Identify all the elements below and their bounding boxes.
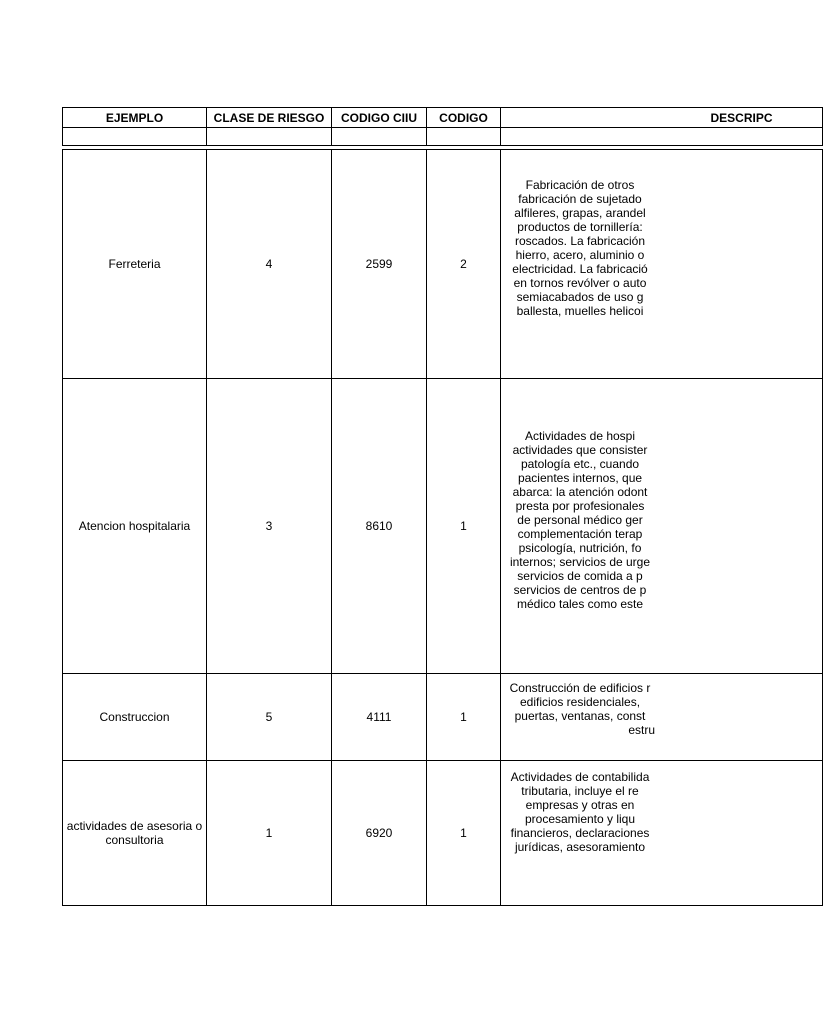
desc-line: presta por profesionales [515, 499, 645, 513]
table-row [63, 379, 823, 674]
cell-descripcion [501, 379, 823, 674]
blank-cell [63, 128, 207, 146]
cell-clase-riesgo: 5 [207, 674, 332, 761]
desc-line: tributaria, incluye el re [521, 784, 639, 798]
blank-cell [501, 128, 823, 146]
desc-line: psicología, nutrición, fo [518, 541, 642, 555]
cell-ejemplo: Construccion [63, 674, 207, 761]
cell-descripcion [501, 674, 823, 761]
desc-line: Construcción de edificios r [509, 681, 651, 695]
table-viewport [62, 107, 773, 907]
header-codigo-ciiu: CODIGO CIIU [332, 108, 427, 128]
table-row [63, 150, 823, 379]
cell-codigo: 1 [427, 761, 501, 906]
desc-line: estru [628, 723, 655, 737]
desc-line: productos de tornillería: [517, 220, 643, 234]
desc-line: Fabricación de otros [525, 178, 635, 192]
cell-codigo-ciiu: 8610 [332, 379, 427, 674]
header-codigo: CODIGO [427, 108, 501, 128]
cell-codigo-ciiu: 2599 [332, 150, 427, 379]
cell-ejemplo: Ferreteria [63, 150, 207, 379]
desc-line: edificios residenciales, [519, 695, 641, 709]
desc-line: roscados. La fabricación [514, 234, 646, 248]
desc-line: complementación terap [517, 527, 643, 541]
desc-line: servicios de comida a p [517, 569, 643, 583]
desc-line: empresas y otras en [525, 798, 635, 812]
header-row [63, 108, 823, 128]
desc-line: Actividades de contabilida [510, 770, 650, 784]
cell-codigo-ciiu: 6920 [332, 761, 427, 906]
cell-codigo: 1 [427, 674, 501, 761]
desc-line: financieros, declaraciones [510, 826, 650, 840]
blank-cell [332, 128, 427, 146]
desc-line: alfileres, grapas, arandel [514, 206, 646, 220]
cell-codigo-ciiu: 4111 [332, 674, 427, 761]
cell-clase-riesgo: 1 [207, 761, 332, 906]
table-row [63, 761, 823, 906]
cell-codigo: 1 [427, 379, 501, 674]
cell-clase-riesgo: 4 [207, 150, 332, 379]
blank-row [63, 128, 823, 146]
risk-table [62, 107, 823, 906]
cell-descripcion [501, 761, 823, 906]
desc-line: electricidad. La fabricació [512, 262, 648, 276]
header-clase-riesgo: CLASE DE RIESGO [207, 108, 332, 128]
cell-descripcion [501, 150, 823, 379]
cell-codigo: 2 [427, 150, 501, 379]
header-ejemplo: EJEMPLO [63, 108, 207, 128]
desc-line: semiacabados de uso g [516, 290, 644, 304]
cell-clase-riesgo: 3 [207, 379, 332, 674]
cell-ejemplo: Atencion hospitalaria [63, 379, 207, 674]
desc-line: abarca: la atención odont [512, 485, 648, 499]
desc-line: pacientes internos, que [517, 471, 643, 485]
desc-line: en tornos revólver o auto [513, 276, 647, 290]
desc-line: puertas, ventanas, const [514, 709, 646, 723]
desc-line: procesamiento y liqu [524, 812, 636, 826]
blank-cell [427, 128, 501, 146]
cell-ejemplo: actividades de asesoria o consultoria [63, 761, 207, 906]
header-descripcion: DESCRIPC [501, 108, 823, 128]
desc-line: internos; servicios de urge [509, 555, 651, 569]
table-row [63, 674, 823, 761]
desc-line: ballesta, muelles helicoi [516, 304, 644, 318]
desc-line: actividades que consister [512, 443, 648, 457]
desc-line: médico tales como este [516, 597, 644, 611]
desc-line: patología etc., cuando [520, 457, 640, 471]
desc-line: jurídicas, asesoramiento [514, 840, 646, 854]
desc-line: fabricación de sujetado [518, 192, 642, 206]
blank-cell [207, 128, 332, 146]
desc-line: hierro, acero, aluminio o [515, 248, 645, 262]
desc-line: Actividades de hospi [524, 429, 636, 443]
desc-line: servicios de centros de p [513, 583, 647, 597]
desc-line: de personal médico ger [517, 513, 643, 527]
